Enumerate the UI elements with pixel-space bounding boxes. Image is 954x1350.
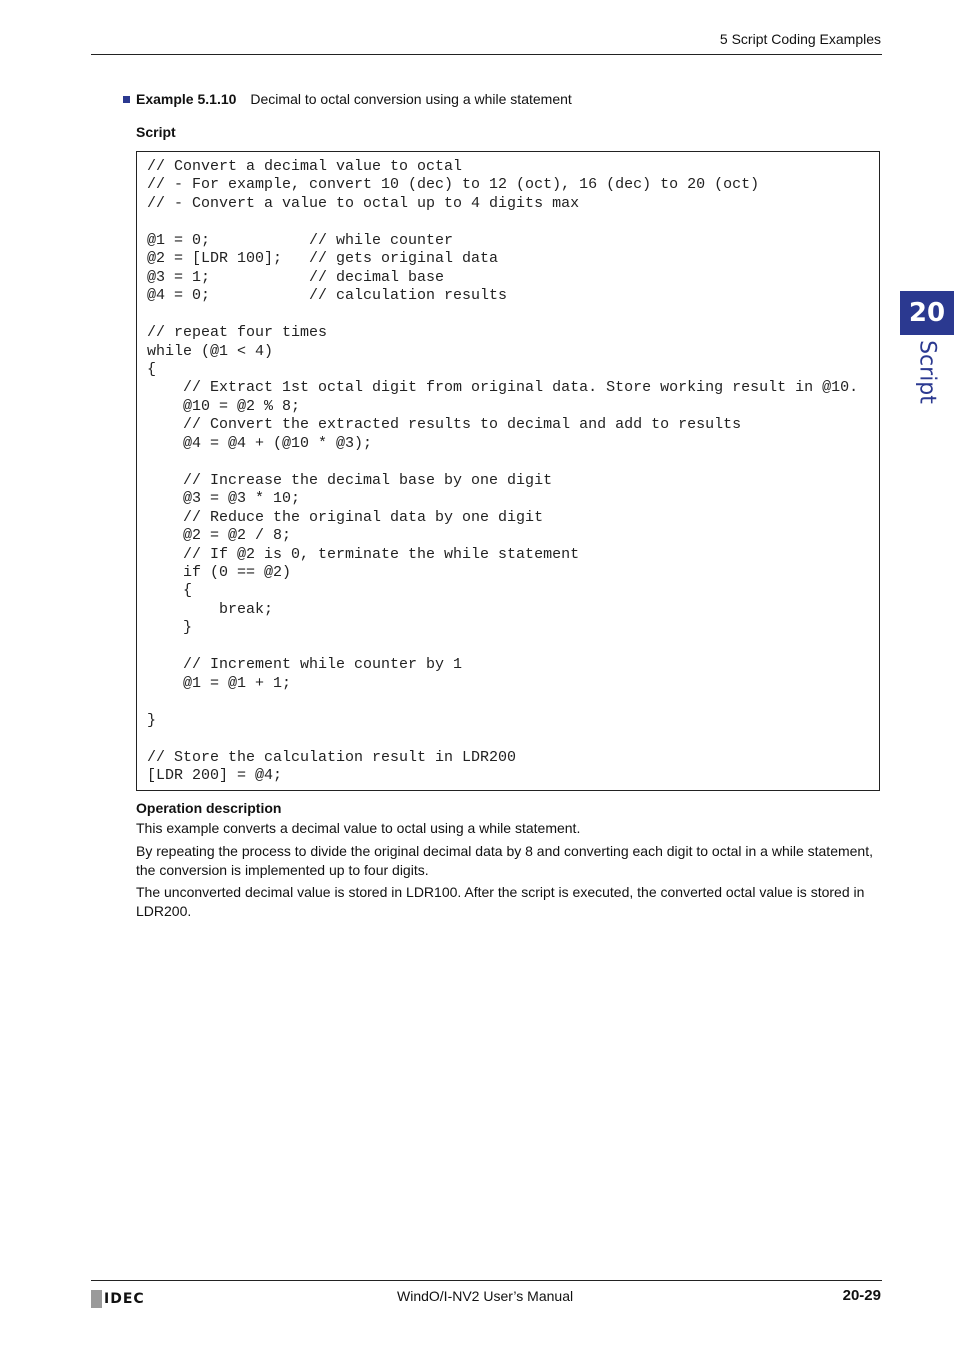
operation-heading: Operation description bbox=[136, 800, 282, 816]
script-code: // Convert a decimal value to octal // - For example, convert 10 (dec) to 12 (oct), 16 (dec) to 20 (oct) // - Convert a value to octal up to 4 digits max @1 = 0; // while counter @2 = [LDR 100]; // gets original data @3 = 1; // decimal base @4 = 0; // calculation results // repeat four times while (@1 < 4) { // Extract 1st octal digit from original data. Store working result in @10. @10 = @2 % 8; // Convert the extracted results to decimal and add to results @4 = @4 + (@10 * @3); // Increase the decimal base by one digit @3 = @3 * 10; // Reduce the original data by one digit @2 = @2 / 8; // If @2 is 0, terminate the while statement if (0 == @2) { break; } // Increment while counter by 1 @1 = @1 + 1; } // Store the calculation result in LDR200 [LDR 200] = @4; bbox=[147, 158, 859, 784]
page-number: 20-29 bbox=[842, 1287, 881, 1304]
idec-logo bbox=[91, 1289, 145, 1309]
example-title: Decimal to octal conversion using a while statement bbox=[250, 91, 572, 107]
running-header: 5 Script Coding Examples bbox=[719, 31, 881, 47]
example-title-line bbox=[123, 91, 572, 107]
operation-paragraph: The unconverted decimal value is stored in LDR100. After the script is executed, the converted octal value is stored in LDR200. bbox=[136, 884, 865, 919]
footer-rule bbox=[91, 1280, 882, 1281]
operation-paragraph: By repeating the process to divide the original decimal data by 8 and converting each digit to octal in a while statement, the conversion is implemented up to four digits. bbox=[136, 843, 873, 878]
logo-text: IDEC bbox=[104, 1291, 145, 1307]
logo-mark-icon bbox=[91, 1290, 102, 1308]
code-box bbox=[136, 151, 880, 791]
operation-paragraph: This example converts a decimal value to octal using a while statement. bbox=[136, 820, 581, 836]
example-label: Example 5.1.10 bbox=[136, 91, 237, 107]
chapter-number-tab: 20 bbox=[900, 291, 954, 335]
chapter-label: Script bbox=[914, 340, 940, 404]
header-rule bbox=[91, 54, 882, 55]
manual-title: WindO/I-NV2 User’s Manual bbox=[397, 1288, 574, 1304]
script-heading: Script bbox=[136, 124, 176, 140]
square-bullet-icon bbox=[123, 96, 130, 103]
